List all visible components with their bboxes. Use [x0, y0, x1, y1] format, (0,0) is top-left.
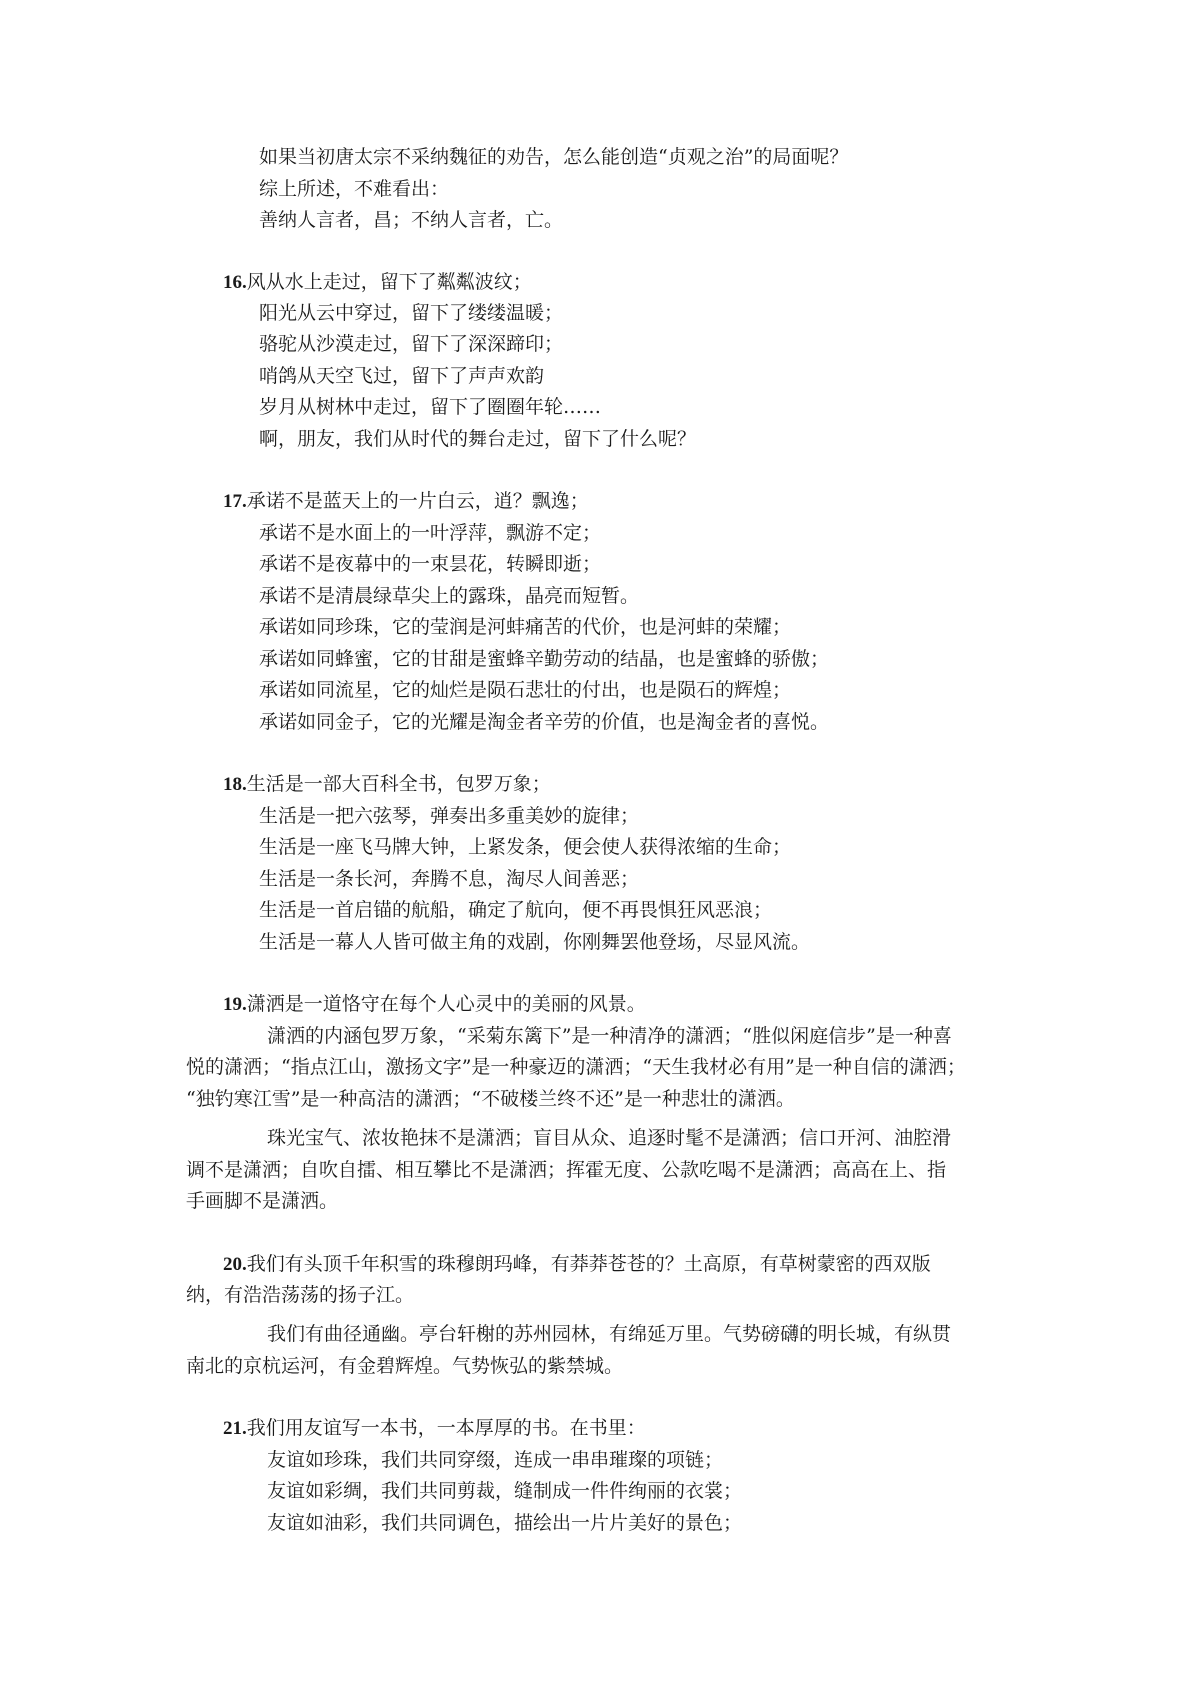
text-line: 如果当初唐太宗不采纳魏征的劝告，怎么能创造“贞观之治”的局面呢？ [259, 146, 849, 168]
text-line: 珠光宝气、浓妆艳抹不是潇洒；盲目从众、追逐时髦不是潇洒；信口开河、油腔滑 [267, 1127, 952, 1149]
text-line: 我们用友谊写一本书，一本厚厚的书。在书里： [246, 1417, 646, 1439]
text-line: 纳，有浩浩荡荡的扬子江。 [186, 1284, 415, 1306]
text-line: 潇洒是一道恪守在每个人心灵中的美丽的风景。 [246, 993, 646, 1015]
text-line: 承诺不是水面上的一叶浮萍，飘游不定； [259, 522, 602, 544]
text-line: 友谊如珍珠，我们共同穿缀，连成一串串璀璨的项链； [267, 1449, 724, 1471]
text-line: 生活是一把六弦琴，弹奏出多重美妙的旋律； [259, 805, 640, 827]
section-16-heading [223, 270, 532, 295]
text-line: “独钓寒江雪”是一种高洁的潇洒；“不破楼兰终不还”是一种悲壮的潇洒。 [186, 1088, 795, 1110]
text-line: 友谊如油彩，我们共同调色，描绘出一片片美好的景色； [267, 1512, 743, 1534]
section-20-heading [223, 1252, 931, 1277]
text-line: 悦的潇洒；“指点江山，激扬文字”是一种豪迈的潇洒；“天生我材必有用”是一种自信的潇洒； [186, 1056, 966, 1078]
text-line: 岁月从树林中走过，留下了圈圈年轮…… [259, 396, 602, 418]
text-line: 生活是一座飞马牌大钟，上紧发条，便会使人获得浓缩的生命； [259, 836, 792, 858]
text-line: 调不是潇洒；自吹自擂、相互攀比不是潇洒；挥霍无度、公款吃喝不是潇洒；高高在上、指 [186, 1159, 947, 1181]
section-number: 21. [223, 1418, 247, 1439]
text-line: 潇洒的内涵包罗万象，“采菊东篱下”是一种清净的潇洒；“胜似闲庭信步”是一种喜 [267, 1025, 952, 1047]
text-line: 手画脚不是潇洒。 [186, 1190, 339, 1212]
text-line: 我们有头顶千年积雪的珠穆朗玛峰，有莽莽苍苍的？土高原，有草树蒙密的西双版 [246, 1253, 931, 1275]
section-17-heading [223, 489, 589, 514]
text-line: 南北的京杭运河，有金碧辉煌。气势恢弘的紫禁城。 [186, 1355, 624, 1377]
text-line: 综上所述，不难看出： [259, 178, 450, 200]
text-line: 我们有曲径通幽。亭台轩榭的苏州园林，有绵延万里。气势磅礴的明长城，有纵贯 [267, 1323, 952, 1345]
text-line: 善纳人言者，昌；不纳人言者，亡。 [259, 209, 564, 231]
text-line: 承诺如同金子，它的光耀是淘金者辛劳的价值，也是淘金者的喜悦。 [259, 711, 830, 733]
section-number: 17. [223, 491, 247, 512]
section-21-heading [223, 1416, 646, 1441]
section-number: 20. [223, 1254, 247, 1275]
text-line: 承诺不是夜幕中的一束昙花，转瞬即逝； [259, 553, 602, 575]
text-line: 承诺如同蜂蜜，它的甘甜是蜜蜂辛勤劳动的结晶，也是蜜蜂的骄傲； [259, 648, 830, 670]
section-number: 18. [223, 774, 247, 795]
text-line: 承诺不是清晨绿草尖上的露珠，晶亮而短暂。 [259, 585, 640, 607]
text-line: 生活是一幕人人皆可做主角的戏剧，你刚舞罢他登场，尽显风流。 [259, 931, 811, 953]
section-19-heading [223, 992, 646, 1017]
section-number: 19. [223, 994, 247, 1015]
section-18-heading [223, 772, 551, 797]
text-line: 生活是一部大百科全书，包罗万象； [246, 773, 551, 795]
text-line: 哨鸽从天空飞过，留下了声声欢韵 [259, 365, 545, 387]
text-line: 承诺不是蓝天上的一片白云，逍？飘逸； [246, 490, 589, 512]
text-line: 啊，朋友，我们从时代的舞台走过，留下了什么呢？ [259, 428, 697, 450]
text-line: 风从水上走过，留下了粼粼波纹； [246, 271, 532, 293]
text-line: 阳光从云中穿过，留下了缕缕温暖； [259, 302, 564, 324]
text-line: 生活是一首启锚的航船，确定了航向，便不再畏惧狂风恶浪； [259, 899, 773, 921]
text-line: 友谊如彩绸，我们共同剪裁，缝制成一件件绚丽的衣裳； [267, 1480, 743, 1502]
section-number: 16. [223, 272, 247, 293]
text-line: 承诺如同珍珠，它的莹润是河蚌痛苦的代价，也是河蚌的荣耀； [259, 616, 792, 638]
text-line: 承诺如同流星，它的灿烂是陨石悲壮的付出，也是陨石的辉煌； [259, 679, 792, 701]
text-line: 生活是一条长河，奔腾不息，淘尽人间善恶； [259, 868, 640, 890]
text-line: 骆驼从沙漠走过，留下了深深蹄印； [259, 333, 564, 355]
